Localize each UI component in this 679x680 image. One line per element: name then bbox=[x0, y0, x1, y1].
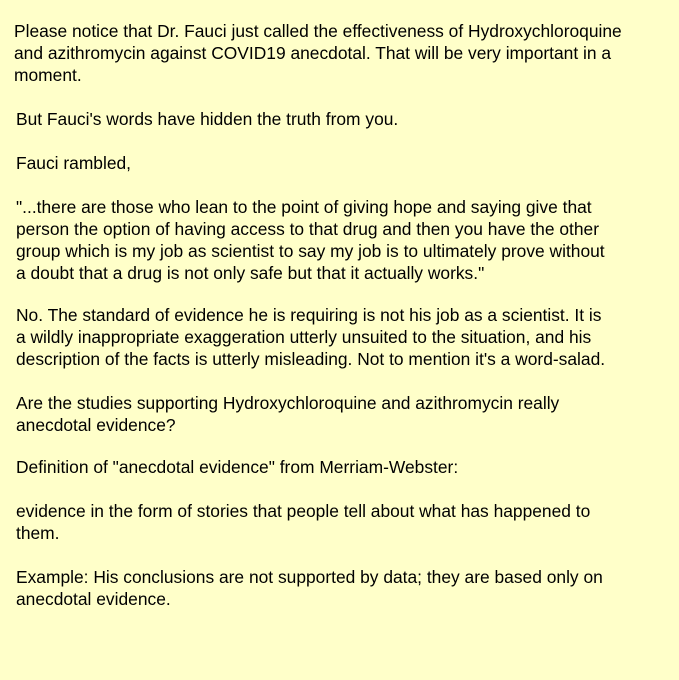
text-line: Definition of "anecdotal evidence" from Merriam-Webster: bbox=[16, 457, 459, 477]
fauci-rambled-paragraph bbox=[16, 152, 131, 174]
text-line: Please notice that Dr. Fauci just called the effectiveness of Hydroxychloroquine bbox=[14, 21, 622, 41]
text-line: them. bbox=[16, 523, 60, 543]
text-line: Fauci rambled, bbox=[16, 153, 132, 173]
text-line: moment. bbox=[14, 65, 82, 85]
text-line: a doubt that a drug is not only safe but that it actually works." bbox=[16, 263, 485, 283]
text-line: "...there are those who lean to the point of giving hope and saying give that bbox=[16, 197, 592, 217]
text-line: Example: His conclusions are not supported by data; they are based only on bbox=[16, 567, 603, 587]
text-line: anecdotal evidence. bbox=[16, 589, 171, 609]
text-line: group which is my job as scientist to say my job is to ultimately prove without bbox=[16, 241, 605, 261]
definition-paragraph bbox=[16, 500, 590, 544]
text-line: and azithromycin against COVID19 anecdotal. That will be very important in a bbox=[14, 43, 612, 63]
text-line: anecdotal evidence? bbox=[16, 415, 176, 435]
definition-heading-paragraph bbox=[16, 456, 458, 478]
text-line: description of the facts is utterly misleading. Not to mention it's a word-salad. bbox=[16, 349, 606, 369]
intro-paragraph bbox=[14, 20, 622, 86]
hidden-truth-paragraph bbox=[16, 108, 398, 130]
example-paragraph bbox=[16, 566, 603, 610]
standard-of-evidence-paragraph bbox=[16, 304, 605, 370]
text-line: No. The standard of evidence he is requiring is not his job as a scientist. It is bbox=[16, 305, 602, 325]
fauci-quote-paragraph bbox=[16, 196, 605, 284]
text-line: But Fauci's words have hidden the truth from you. bbox=[16, 109, 399, 129]
text-line: a wildly inappropriate exaggeration utterly unsuited to the situation, and his bbox=[16, 327, 592, 347]
text-line: person the option of having access to that drug and then you have the other bbox=[16, 219, 599, 239]
question-paragraph bbox=[16, 392, 559, 436]
text-line: evidence in the form of stories that people tell about what has happened to bbox=[16, 501, 591, 521]
text-line: Are the studies supporting Hydroxychloroquine and azithromycin really bbox=[16, 393, 560, 413]
